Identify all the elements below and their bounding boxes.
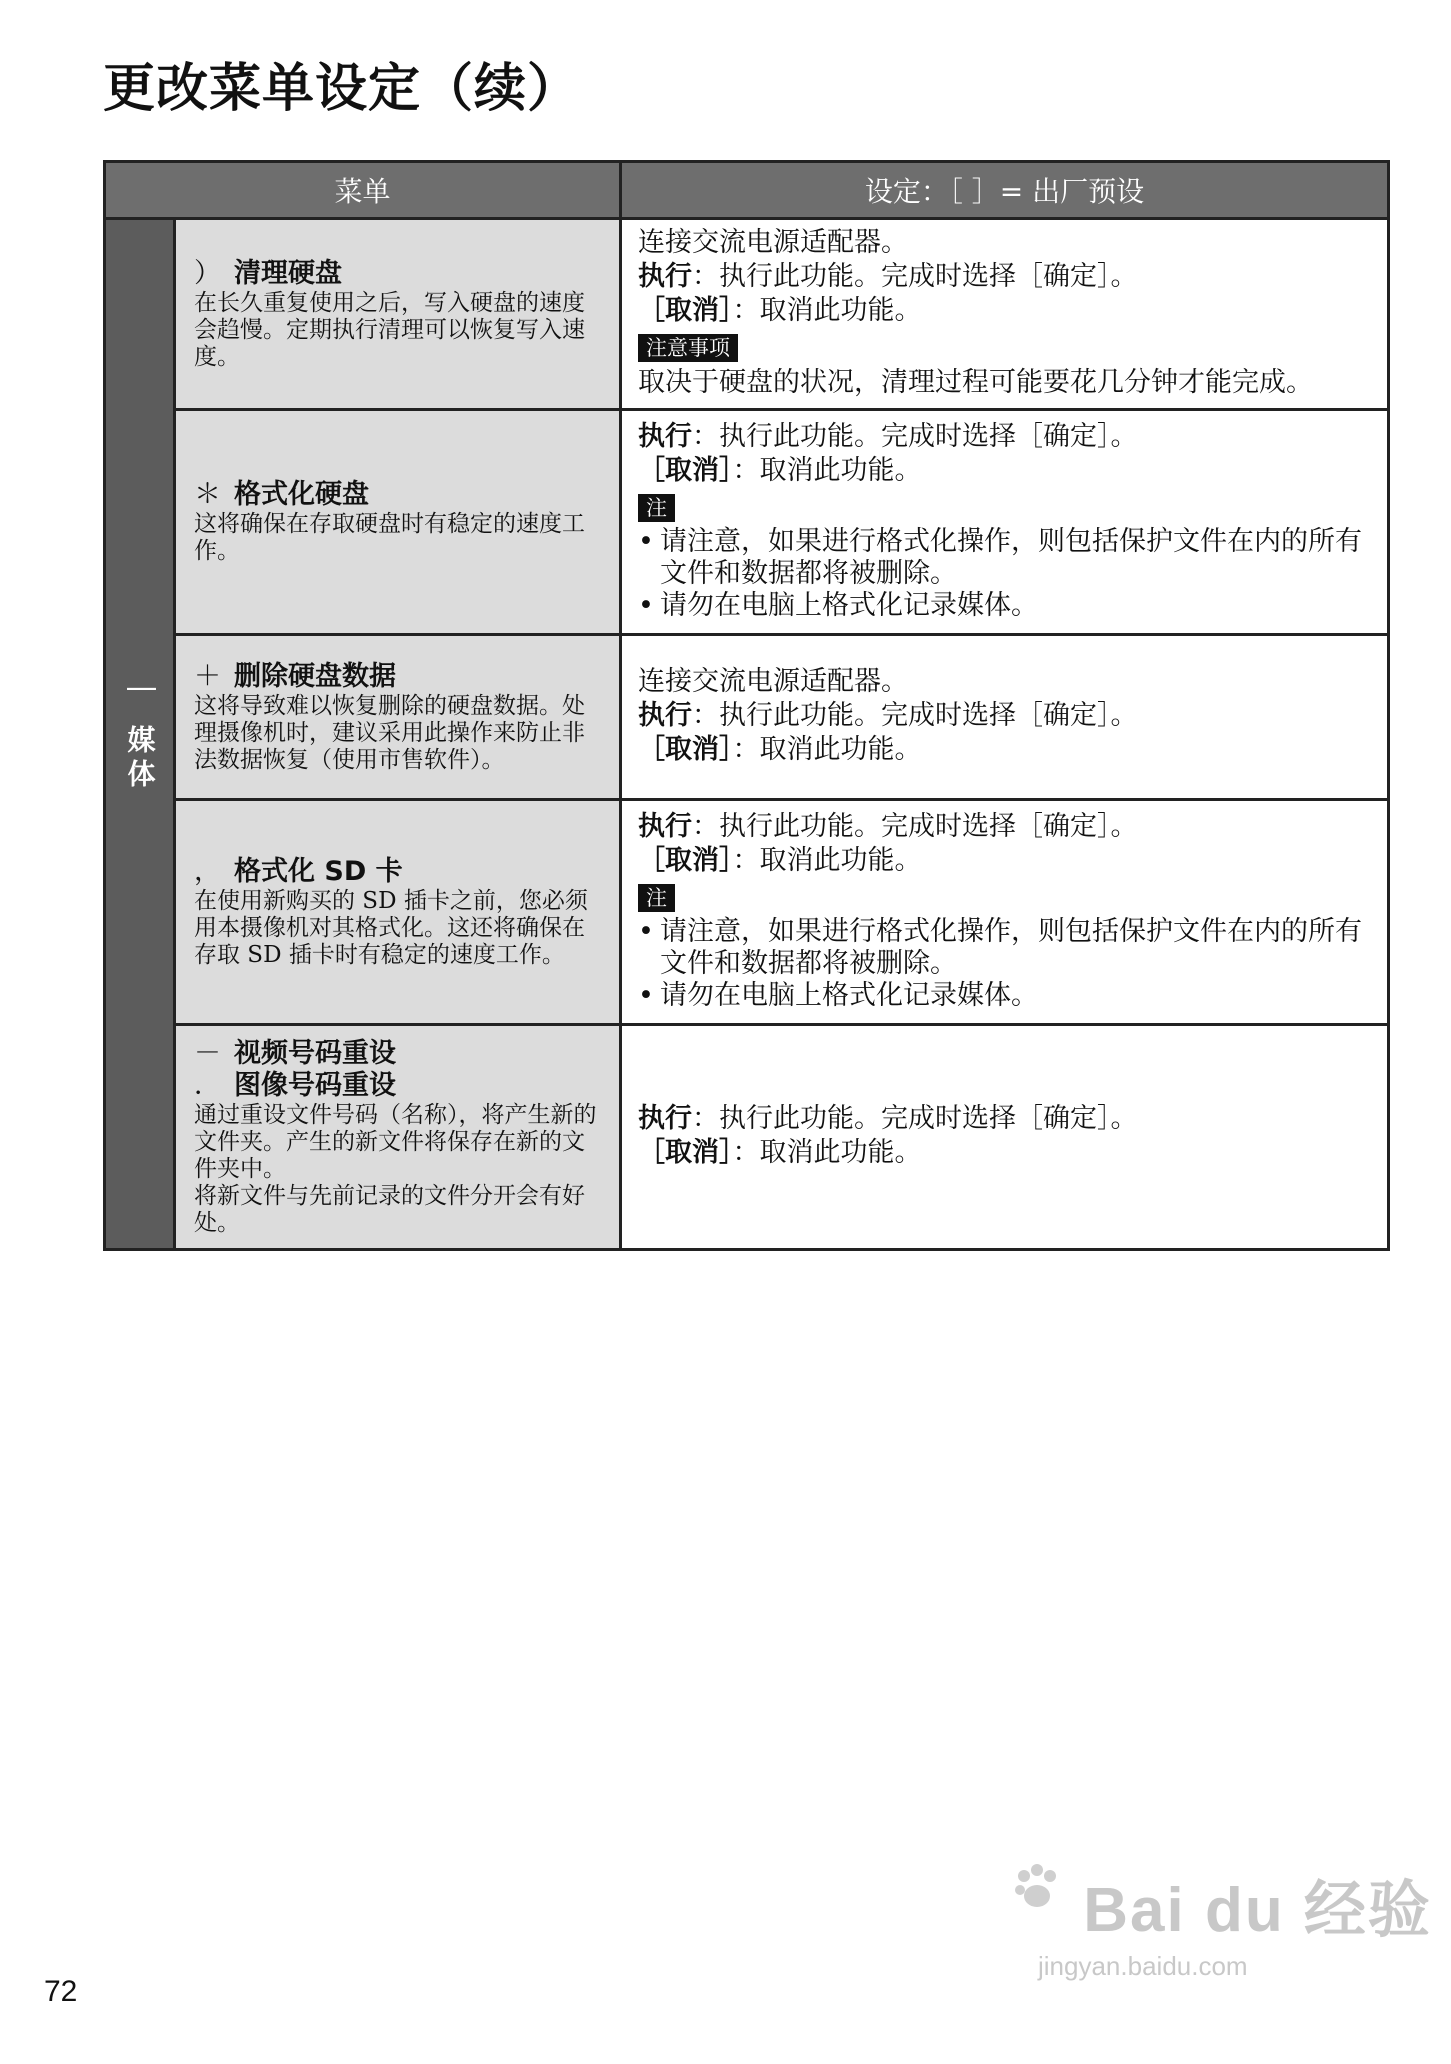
setting-cell [621, 635, 1389, 800]
menu-cell [175, 800, 621, 1025]
note-item: • 请勿在电脑上格式化记录媒体。 [638, 980, 1373, 1012]
category-label: ｜ 媒体 [123, 675, 157, 793]
menu-settings-table [103, 160, 1390, 1251]
setting-line: 执行：执行此功能。完成时选择［确定］。 [638, 1103, 1138, 1134]
note-item: • 请注意，如果进行格式化操作，则包括保护文件在内的所有文件和数据都将被删除。 [638, 916, 1373, 980]
menu-item-title: ． 图像号码重设 [194, 1069, 396, 1101]
note-item: • 请勿在电脑上格式化记录媒体。 [638, 590, 1373, 622]
menu-item-desc: 将新文件与先前记录的文件分开会有好处。 [194, 1182, 585, 1236]
setting-line: 执行：执行此功能。完成时选择［确定］。 [638, 811, 1138, 842]
setting-line: ［取消］：取消此功能。 [638, 1137, 922, 1168]
menu-cell [175, 1025, 621, 1250]
category-cell [105, 219, 175, 1250]
menu-item-title: ＋ 删除硬盘数据 [194, 660, 396, 692]
setting-line: 执行：执行此功能。完成时选择［确定］。 [638, 700, 1138, 731]
watermark [1010, 1860, 1432, 1982]
setting-cell [621, 219, 1389, 410]
caution-tag: 注意事项 [638, 334, 738, 362]
setting-cell [621, 1025, 1389, 1250]
setting-cell [621, 410, 1389, 635]
menu-item-desc: 通过重设文件号码（名称），将产生新的文件夹。产生的新文件将保存在新的文件夹中。 [194, 1101, 597, 1182]
setting-line: 执行：执行此功能。完成时选择［确定］。 [638, 261, 1138, 292]
table-row [105, 800, 1389, 1025]
table-row [105, 219, 1389, 410]
menu-cell [175, 635, 621, 800]
note-item: • 请注意，如果进行格式化操作，则包括保护文件在内的所有文件和数据都将被删除。 [638, 526, 1373, 590]
paw-icon [1010, 1860, 1064, 1914]
menu-item-desc: 在长久重复使用之后，写入硬盘的速度会趋慢。定期执行清理可以恢复写入速度。 [194, 289, 585, 370]
table-header-row [105, 162, 1389, 219]
menu-cell [175, 219, 621, 410]
setting-cell [621, 800, 1389, 1025]
setting-line: 连接交流电源适配器。 [638, 666, 909, 697]
caution-text: 取决于硬盘的状况，清理过程可能要花几分钟才能完成。 [638, 367, 1314, 398]
menu-cell [175, 410, 621, 635]
setting-line: ［取消］：取消此功能。 [638, 455, 922, 486]
menu-item-title: － 视频号码重设 [194, 1037, 396, 1069]
setting-line: 连接交流电源适配器。 [638, 227, 909, 258]
menu-item-title: ， 格式化 SD 卡 [194, 855, 403, 887]
setting-line: ［取消］：取消此功能。 [638, 295, 922, 326]
header-setting: 设定：［ ］= 出厂预设 [621, 162, 1389, 219]
menu-item-desc: 这将确保在存取硬盘时有稳定的速度工作。 [194, 511, 585, 564]
note-list [638, 526, 1373, 622]
page-title: 更改菜单设定（续） [103, 59, 581, 119]
page-number: 72 [44, 1975, 78, 2008]
table-row [105, 1025, 1389, 1250]
header-menu: 菜单 [105, 162, 621, 219]
menu-item-desc: 在使用新购买的 SD 插卡之前，您必须用本摄像机对其格式化。这还将确保在存取 SD 插卡时有稳定的速度工作。 [194, 887, 588, 968]
table-row [105, 410, 1389, 635]
menu-item-desc: 这将导致难以恢复删除的硬盘数据。处理摄像机时，建议采用此操作来防止非法数据恢复（使用市售软件）。 [194, 692, 585, 773]
note-tag: 注 [638, 884, 675, 912]
note-list [638, 916, 1373, 1012]
table-row [105, 635, 1389, 800]
menu-item-title: ＊ 格式化硬盘 [194, 479, 369, 510]
setting-line: ［取消］：取消此功能。 [638, 845, 922, 876]
setting-line: ［取消］：取消此功能。 [638, 734, 922, 765]
watermark-url: jingyan.baidu.com [1038, 1951, 1248, 1981]
menu-item-title: ） 清理硬盘 [194, 257, 342, 289]
setting-line: 执行：执行此功能。完成时选择［确定］。 [638, 421, 1138, 452]
note-tag: 注 [638, 494, 675, 522]
watermark-logo: Bai du 经验 [1010, 1860, 1432, 1949]
